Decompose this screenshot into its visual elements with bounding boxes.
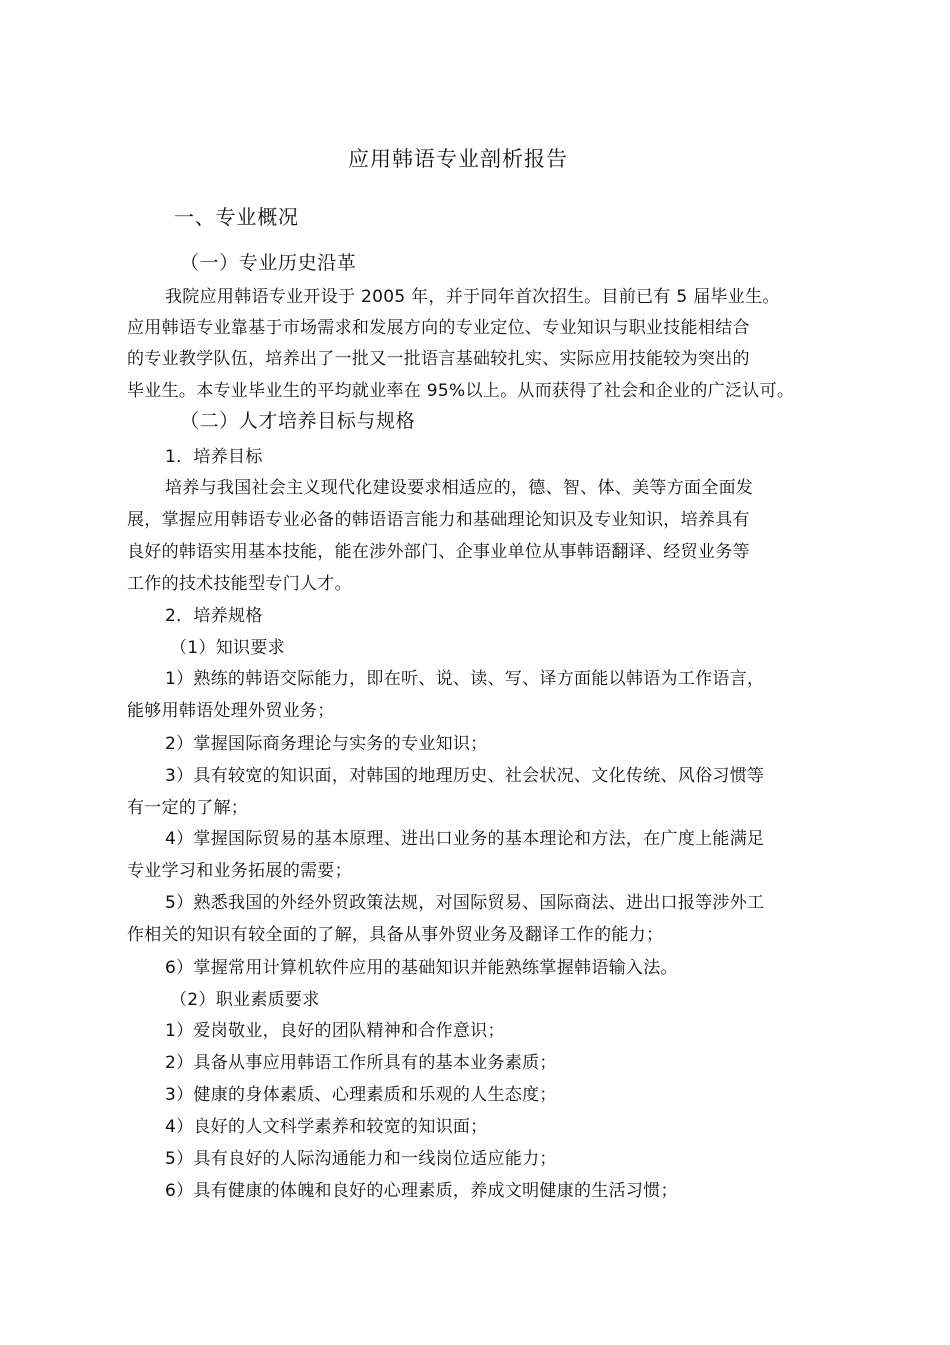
section-heading-overview: 一、专业概况 bbox=[174, 205, 299, 229]
list-item: 5）熟悉我国的外经外贸政策法规，对国际贸易、国际商法、进出口报等涉外工 bbox=[165, 893, 765, 913]
list-item: 3）具有较宽的知识面，对韩国的地理历史、社会状况、文化传统、风俗习惯等 bbox=[165, 766, 765, 786]
list-item: 4）良好的人文科学素养和较宽的知识面； bbox=[165, 1117, 488, 1137]
paragraph-line: 我院应用韩语专业开设于 2005 年，并于同年首次招生。目前已有 5 届毕业生。 bbox=[165, 287, 780, 307]
paragraph-line: 良好的韩语实用基本技能，能在涉外部门、企事业单位从事韩语翻译、经贸业务等 bbox=[127, 542, 750, 562]
list-item: 6）掌握常用计算机软件应用的基础知识并能熟练掌握韩语输入法。 bbox=[165, 958, 678, 978]
subsection-heading-history: （一）专业历史沿革 bbox=[180, 252, 357, 274]
paragraph-line: 应用韩语专业靠基于市场需求和发展方向的专业定位、专业知识与职业技能相结合 bbox=[127, 318, 750, 338]
item-heading-goal: 1．培养目标 bbox=[165, 447, 263, 467]
list-item: 4）掌握国际贸易的基本原理、进出口业务的基本理论和方法，在广度上能满足 bbox=[165, 829, 765, 849]
list-item: 作相关的知识有较全面的了解，具备从事外贸业务及翻译工作的能力； bbox=[127, 925, 664, 945]
paragraph-line: 培养与我国社会主义现代化建设要求相适应的，德、智、体、美等方面全面发 bbox=[165, 478, 754, 498]
paragraph-line: 毕业生。本专业毕业生的平均就业率在 95%以上。从而获得了社会和企业的广泛认可。 bbox=[127, 381, 795, 401]
paragraph-line: 的专业教学队伍，培养出了一批又一批语言基础较扎实、实际应用技能较为突出的 bbox=[127, 349, 750, 369]
list-item: 2）掌握国际商务理论与实务的专业知识； bbox=[165, 734, 488, 754]
list-item: 专业学习和业务拓展的需要； bbox=[127, 861, 352, 881]
list-item: 2）具备从事应用韩语工作所具有的基本业务素质； bbox=[165, 1053, 557, 1073]
list-item: 3）健康的身体素质、心理素质和乐观的人生态度； bbox=[165, 1085, 557, 1105]
list-item: 能够用韩语处理外贸业务； bbox=[127, 701, 335, 721]
list-item: 6）具有健康的体魄和良好的心理素质，养成文明健康的生活习惯； bbox=[165, 1181, 678, 1201]
item-heading-spec: 2．培养规格 bbox=[165, 606, 263, 626]
paragraph-line: 展，掌握应用韩语专业必备的韩语语言能力和基础理论知识及专业知识，培养具有 bbox=[127, 510, 750, 530]
subitem-heading-quality: （2）职业素质要求 bbox=[170, 990, 320, 1010]
document-title: 应用韩语专业剖析报告 bbox=[348, 147, 568, 171]
paragraph-line: 工作的技术技能型专门人才。 bbox=[127, 574, 352, 594]
subsection-heading-goals-specs: （二）人才培养目标与规格 bbox=[180, 410, 416, 432]
list-item: 5）具有良好的人际沟通能力和一线岗位适应能力； bbox=[165, 1149, 557, 1169]
subitem-heading-knowledge: （1）知识要求 bbox=[170, 638, 285, 658]
list-item: 有一定的了解； bbox=[127, 798, 249, 818]
list-item: 1）熟练的韩语交际能力，即在听、说、读、写、译方面能以韩语为工作语言， bbox=[165, 669, 765, 689]
list-item: 1）爱岗敬业，良好的团队精神和合作意识； bbox=[165, 1021, 505, 1041]
